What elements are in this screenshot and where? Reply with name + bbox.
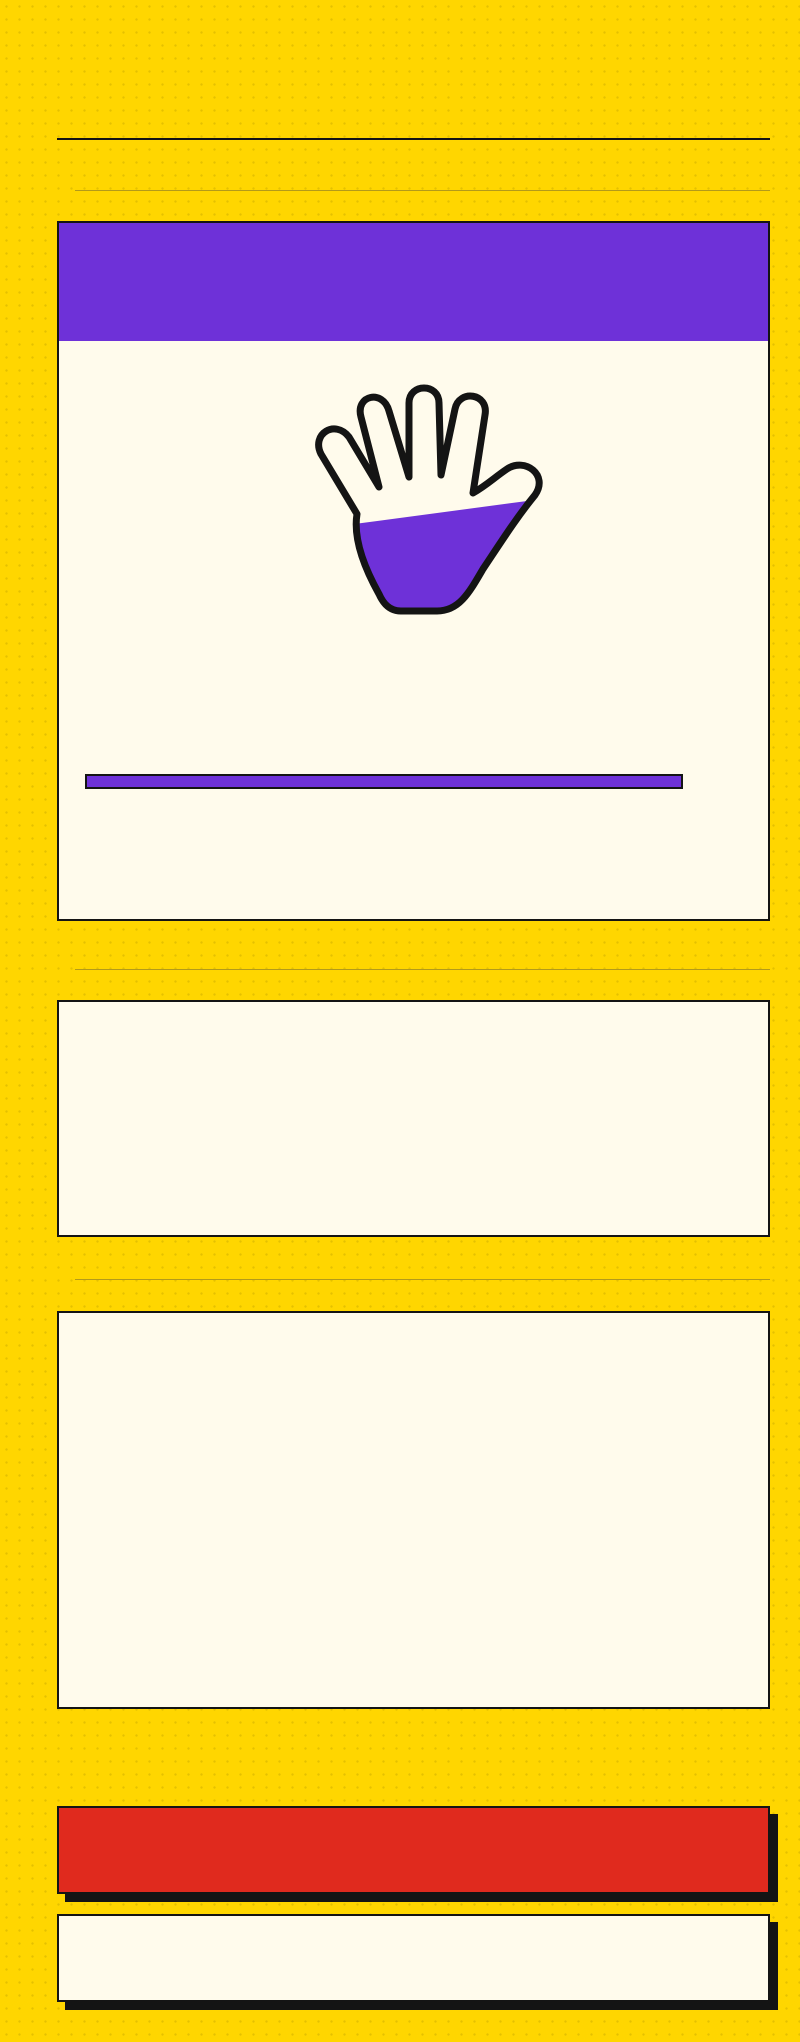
section-divider: [75, 969, 770, 970]
grounds-card: [57, 1000, 770, 1237]
verdict-card: [57, 221, 770, 921]
section-divider: [75, 1279, 770, 1280]
list-item: [85, 1146, 744, 1185]
chain-item: [85, 1471, 744, 1499]
section-label-chain: [57, 1269, 770, 1289]
section-label-grounds: [57, 959, 770, 979]
section-divider: [75, 190, 770, 191]
list-item: [85, 1030, 744, 1069]
list-item: [85, 1107, 744, 1146]
hand-outline-icon: [301, 375, 553, 625]
chain-item: [85, 1427, 744, 1455]
list-item: [85, 1069, 744, 1108]
chain-item: [85, 1383, 744, 1411]
header-divider: [57, 138, 770, 140]
analyse-another-button[interactable]: [57, 1914, 770, 2002]
verdict-header: [59, 223, 768, 341]
chain-card: [57, 1311, 770, 1709]
list-item: [85, 1184, 744, 1223]
manitas-progress-bar: [85, 774, 683, 789]
section-label-verdict: [57, 180, 770, 200]
brand-logo: [55, 38, 57, 153]
chain-item: [85, 1339, 744, 1367]
progress-fill: [87, 776, 681, 787]
get-the-card-button[interactable]: [57, 1806, 770, 1894]
chain-item: [85, 1515, 744, 1543]
